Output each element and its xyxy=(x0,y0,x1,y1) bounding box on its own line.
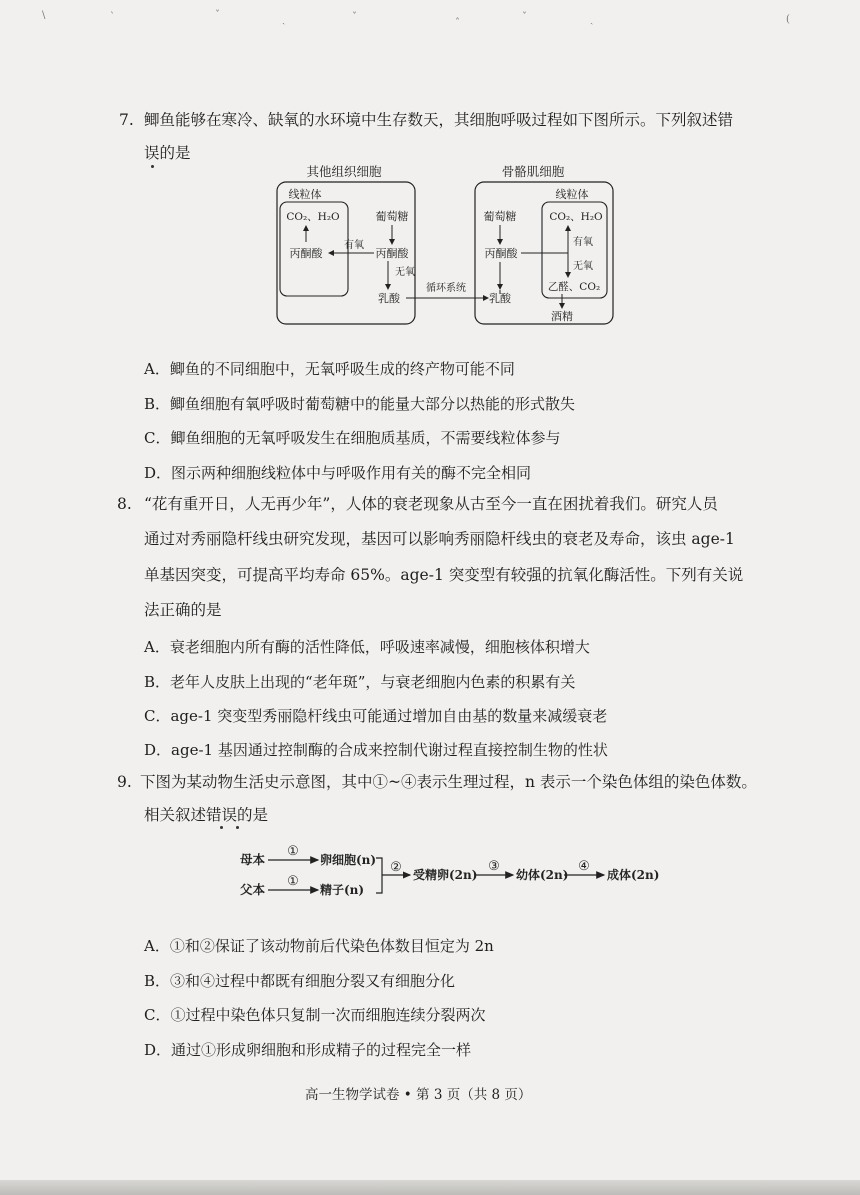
q7-stem-line1: 鲫鱼能够在寒冷、缺氧的水环境中生存数天，其细胞呼吸过程如下图所示。下列叙述错 xyxy=(144,111,734,129)
left-lactate: 乳酸 xyxy=(378,292,400,305)
q8-option-b: B．老年人皮肤上出现的“老年斑”，与衰老细胞内色素的积累有关 xyxy=(144,673,576,691)
left-glucose: 葡萄糖 xyxy=(375,210,409,223)
father-label: 父本 xyxy=(240,882,266,897)
scan-speck: ˇ xyxy=(522,12,527,23)
right-acetaldehyde: 乙醛、CO₂ xyxy=(547,281,601,293)
circle-1-bottom: ① xyxy=(287,874,299,889)
scan-speck: ˆ xyxy=(455,18,460,29)
circle-2: ② xyxy=(390,860,402,875)
left-pyruvate: 丙酮酸 xyxy=(375,247,409,260)
right-aerobic-label: 有氧 xyxy=(573,237,593,248)
right-lactate: 乳酸 xyxy=(489,292,511,305)
q9-life-history-diagram xyxy=(238,838,668,908)
q8-option-c: C．age-1 突变型秀丽隐杆线虫可能通过增加自由基的数量来减缓衰老 xyxy=(144,707,608,725)
circle-4: ④ xyxy=(578,859,590,874)
zygote-label: 受精卵(2n) xyxy=(413,868,478,882)
scan-speck: ˎ xyxy=(282,14,286,25)
q9-stem-line2: 相关叙述错误的是 xyxy=(144,806,269,824)
left-co2-h2o: CO₂、H₂O xyxy=(286,211,340,223)
scan-speck: ˇ xyxy=(352,12,357,23)
right-pyruvate: 丙酮酸 xyxy=(484,247,518,260)
q7-respiration-diagram xyxy=(270,162,620,330)
q8-option-a: A．衰老细胞内所有酶的活性降低，呼吸速率减慢，细胞核体积增大 xyxy=(144,638,590,656)
q7-option-d: D．图示两种细胞线粒体中与呼吸作用有关的酶不完全相同 xyxy=(144,464,532,482)
scan-speck: ( xyxy=(786,14,790,25)
circle-1-top: ① xyxy=(287,844,299,859)
q7-number: 7. xyxy=(119,111,134,129)
q8-stem-line2: 通过对秀丽隐杆线虫研究发现，基因可以影响秀丽隐杆线虫的衰老及寿命，该虫 age-1 xyxy=(144,530,735,548)
juvenile-label: 幼体(2n) xyxy=(516,868,569,882)
right-cell-title: 骨骼肌细胞 xyxy=(501,164,565,179)
left-mito-label: 线粒体 xyxy=(288,188,322,201)
q7-option-c: C．鲫鱼细胞的无氧呼吸发生在细胞质基质，不需要线粒体参与 xyxy=(144,429,561,447)
scan-speck: ˎ xyxy=(590,14,594,25)
scan-speck: ˇ xyxy=(215,10,220,21)
circle-3: ③ xyxy=(488,859,500,874)
mother-label: 母本 xyxy=(240,852,266,867)
left-pyruvate-in-mito: 丙酮酸 xyxy=(289,247,323,260)
sperm-label: 精子(n) xyxy=(320,883,365,897)
circulation-label: 循环系统 xyxy=(426,283,466,294)
left-anaerobic-label: 无氧 xyxy=(395,267,415,278)
left-aerobic-label: 有氧 xyxy=(344,240,364,251)
q9-option-b: B．③和④过程中都既有细胞分裂又有细胞分化 xyxy=(144,972,456,990)
right-glucose: 葡萄糖 xyxy=(483,210,517,223)
q9-number: 9. xyxy=(117,773,132,791)
left-cell-title: 其他组织细胞 xyxy=(306,164,382,179)
emphasis-dot xyxy=(220,826,223,829)
q8-stem-line4: 法正确的是 xyxy=(144,601,222,619)
right-ethanol: 酒精 xyxy=(551,310,573,323)
q9-option-d: D．通过①形成卵细胞和形成精子的过程完全一样 xyxy=(144,1041,472,1059)
emphasis-dot xyxy=(236,826,239,829)
emphasis-dot xyxy=(151,165,154,168)
right-anaerobic-label: 无氧 xyxy=(573,261,593,272)
egg-label: 卵细胞(n) xyxy=(320,853,377,867)
scan-speck: \ xyxy=(42,10,46,21)
adult-label: 成体(2n) xyxy=(607,868,660,882)
q8-stem-line1: “花有重开日，人无再少年”，人体的衰老现象从古至今一直在困扰着我们。研究人员 xyxy=(144,495,718,513)
q8-option-d: D．age-1 基因通过控制酶的合成来控制代谢过程直接控制生物的性状 xyxy=(144,741,608,759)
right-mito-label: 线粒体 xyxy=(555,188,589,201)
q8-stem-line3: 单基因突变，可提高平均寿命 65%。age-1 突变型有较强的抗氧化酶活性。下列有关说 xyxy=(144,566,744,584)
right-co2-h2o: CO₂、H₂O xyxy=(549,211,603,223)
q9-option-a: A．①和②保证了该动物前后代染色体数目恒定为 2n xyxy=(144,937,494,955)
page-footer: 高一生物学试卷 • 第 3 页（共 8 页） xyxy=(305,1087,532,1103)
q9-stem-line1: 下图为某动物生活史示意图，其中①~④表示生理过程，n 表示一个染色体组的染色体数。 xyxy=(140,773,757,791)
fertilization-bracket xyxy=(376,858,382,893)
q9-option-c: C．①过程中染色体只复制一次而细胞连续分裂两次 xyxy=(144,1006,486,1024)
q7-option-b: B．鲫鱼细胞有氧呼吸时葡萄糖中的能量大部分以热能的形式散失 xyxy=(144,395,576,413)
q7-option-a: A．鲫鱼的不同细胞中，无氧呼吸生成的终产物可能不同 xyxy=(144,360,515,378)
q8-number: 8. xyxy=(117,495,132,513)
scan-bottom-edge xyxy=(0,1180,860,1195)
scan-speck: ˋ xyxy=(110,12,115,23)
q7-stem-line2: 误的是 xyxy=(144,144,191,162)
